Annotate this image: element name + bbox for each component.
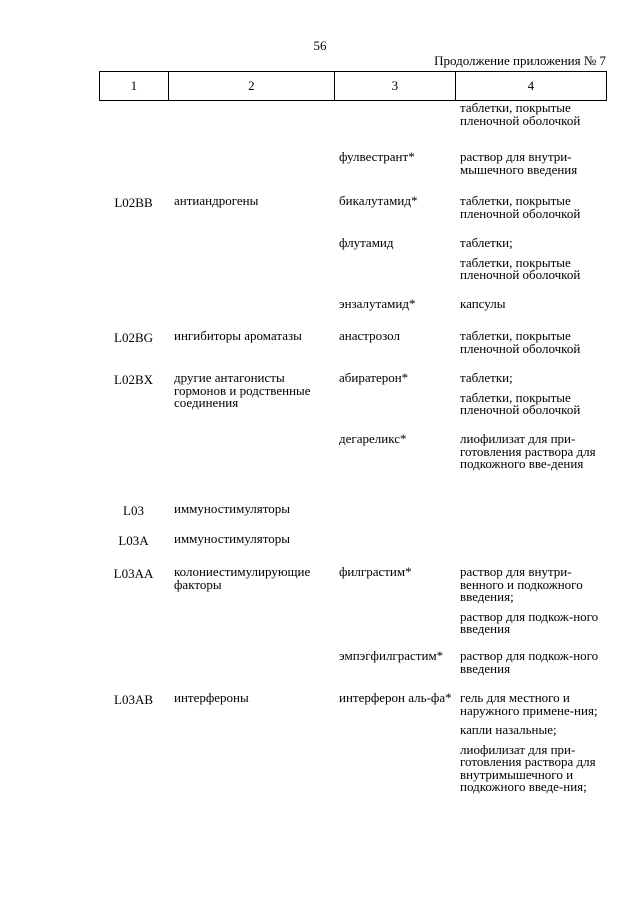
atc-code: L03	[123, 503, 144, 518]
group-name	[168, 151, 335, 195]
atc-code	[99, 298, 168, 330]
dosage-form: капли назальные;	[460, 722, 557, 737]
dosage-form: раствор для внутри-венного и подкожного введения;	[460, 564, 583, 604]
group-name: интерфероны	[174, 690, 249, 705]
drug-name: филграстим*	[339, 564, 412, 579]
drug-name	[335, 503, 456, 533]
dosage-forms	[456, 692, 607, 832]
group-name: иммуностимуляторы	[174, 501, 290, 516]
header-col-2: 2	[169, 72, 335, 100]
dosage-forms	[456, 533, 607, 566]
atc-code: L02BG	[114, 330, 153, 345]
table-row	[99, 503, 607, 533]
table-row	[99, 102, 607, 151]
group-name: ингибиторы ароматазы	[174, 328, 302, 343]
table-row	[99, 195, 607, 237]
table-row	[99, 566, 607, 650]
table-body	[99, 102, 607, 832]
table-row	[99, 692, 607, 832]
dosage-form: таблетки;	[460, 235, 513, 250]
dosage-form: раствор для подкож-ного введения	[460, 608, 599, 636]
atc-code: L03A	[118, 533, 149, 548]
drug-name: абиратерон*	[339, 370, 409, 385]
dosage-forms	[456, 195, 607, 237]
group-name	[168, 298, 335, 330]
group-name: иммуностимуляторы	[174, 531, 290, 546]
dosage-forms	[456, 237, 607, 298]
group-name: другие антагонисты гормонов и родственные соединения	[174, 370, 311, 410]
dosage-forms	[456, 650, 607, 692]
atc-code	[99, 237, 168, 298]
atc-code	[99, 102, 168, 151]
dosage-forms	[456, 372, 607, 433]
dosage-form: таблетки, покрытые пленочной оболочкой	[460, 254, 581, 282]
dosage-forms	[456, 566, 607, 650]
dosage-forms	[456, 503, 607, 533]
drug-name: флутамид	[339, 235, 394, 250]
dosage-forms	[456, 151, 607, 195]
table-row	[99, 237, 607, 298]
table-row	[99, 650, 607, 692]
header-col-1: 1	[100, 72, 169, 100]
group-name	[168, 102, 335, 151]
dosage-forms	[456, 330, 607, 372]
dosage-form: раствор для подкож-ного введения	[460, 648, 599, 676]
drug-name: эмпэгфилграстим*	[339, 648, 444, 663]
dosage-form: таблетки, покрытые пленочной оболочкой	[460, 100, 581, 128]
atc-code: L02BX	[114, 372, 153, 387]
page-number: 56	[313, 38, 327, 53]
drug-name: интерферон аль-фа*	[339, 690, 452, 705]
table-row	[99, 372, 607, 433]
atc-code	[99, 433, 168, 503]
table-row	[99, 433, 607, 503]
dosage-form: таблетки;	[460, 370, 513, 385]
dosage-forms	[456, 298, 607, 330]
atc-code	[99, 151, 168, 195]
table-row	[99, 330, 607, 372]
table-row	[99, 298, 607, 330]
header-col-4: 4	[527, 78, 535, 93]
table-header	[99, 71, 607, 101]
dosage-form: гель для местного и наружного примене-ния;	[460, 690, 598, 718]
header-col-3: 3	[335, 72, 456, 100]
dosage-form: таблетки, покрытые пленочной оболочкой	[460, 328, 581, 356]
continuation-note: Продолжение приложения № 7	[434, 53, 606, 68]
dosage-form: лиофилизат для при-готовления раствора для подкожного вве-дения	[460, 431, 596, 471]
drug-name: фулвестрант*	[339, 149, 415, 164]
dosage-form: таблетки, покрытые пленочной оболочкой	[460, 389, 581, 417]
drug-name	[335, 533, 456, 566]
dosage-forms	[456, 433, 607, 503]
dosage-form: капсулы	[460, 296, 506, 311]
group-name: антиандрогены	[174, 193, 259, 208]
group-name	[168, 237, 335, 298]
drug-name	[335, 102, 456, 151]
drug-name: энзалутамид*	[339, 296, 416, 311]
atc-code: L03AB	[114, 692, 153, 707]
table-row	[99, 151, 607, 195]
dosage-form: таблетки, покрытые пленочной оболочкой	[460, 193, 581, 221]
atc-code	[99, 650, 168, 692]
table-row	[99, 533, 607, 566]
atc-code: L03AA	[113, 566, 154, 581]
group-name	[168, 433, 335, 503]
drug-name: дегареликс*	[339, 431, 407, 446]
drug-name: анастрозол	[339, 328, 400, 343]
dosage-forms	[456, 102, 607, 151]
atc-code: L02BB	[114, 195, 153, 210]
dosage-form: раствор для внутри-мышечного введения	[460, 149, 578, 177]
group-name	[168, 650, 335, 692]
drug-name: бикалутамид*	[339, 193, 418, 208]
dosage-form: лиофилизат для при-готовления раствора для внутримышечного и подкожного введе-ния;	[460, 741, 596, 794]
group-name: колониестимулирующие факторы	[174, 564, 311, 592]
